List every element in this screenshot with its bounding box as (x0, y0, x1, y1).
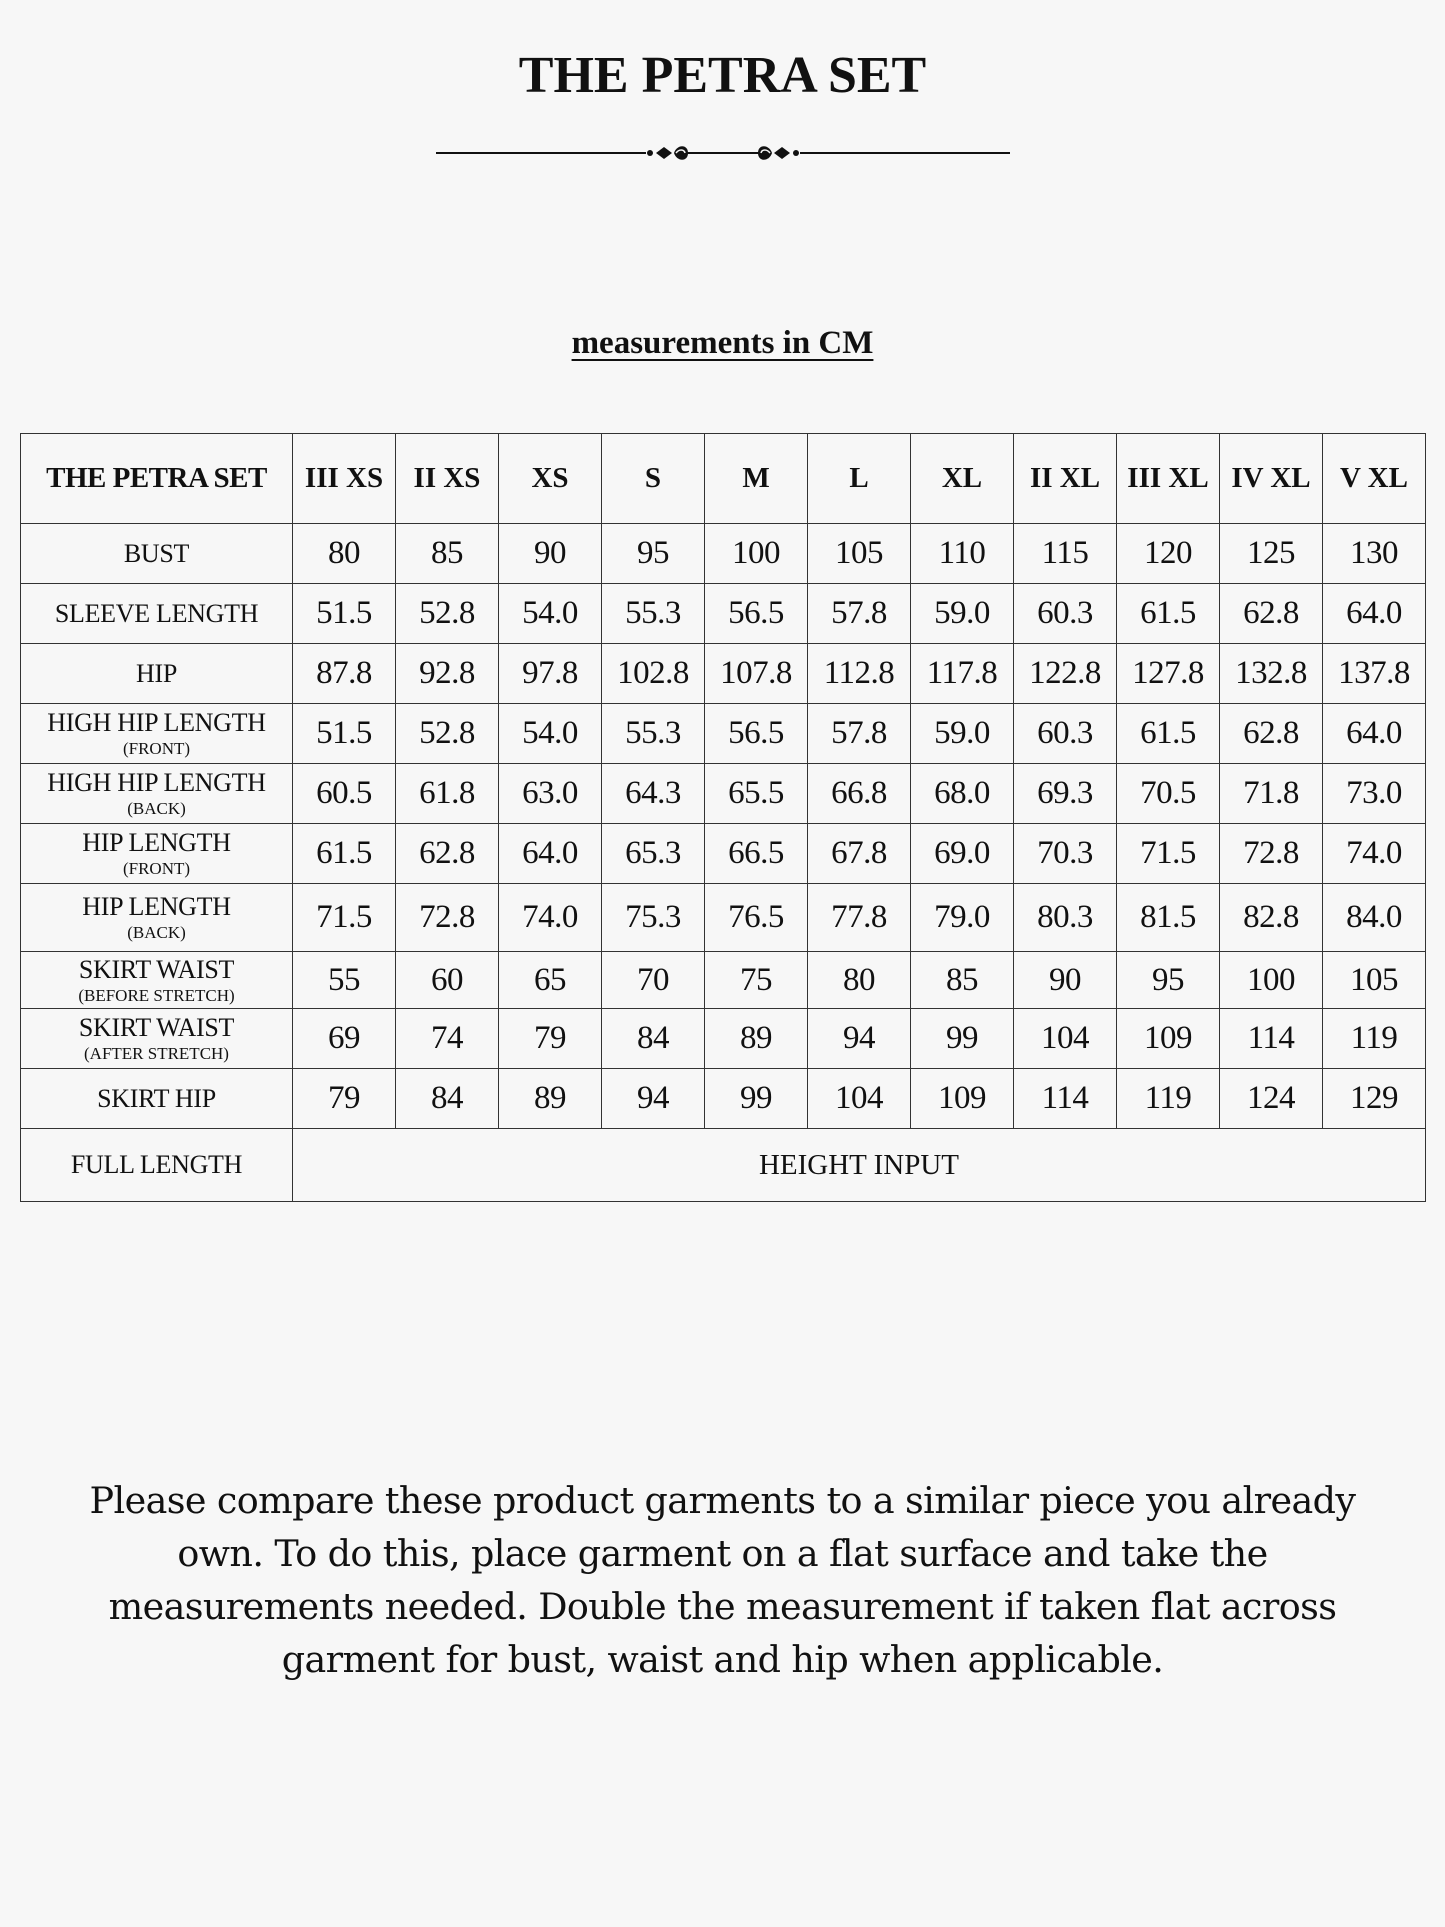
size-header-cell: IV XL (1220, 434, 1323, 524)
measurement-cell: 90 (1014, 952, 1117, 1009)
measurement-cell: 109 (911, 1069, 1014, 1129)
size-header-cell: XS (499, 434, 602, 524)
measurement-cell: 54.0 (499, 704, 602, 764)
measurement-cell: 92.8 (396, 644, 499, 704)
measurement-cell: 70 (602, 952, 705, 1009)
measurement-cell: 104 (1014, 1009, 1117, 1069)
measurement-cell: 112.8 (808, 644, 911, 704)
size-chart-body (21, 524, 1426, 1202)
size-header-cell: V XL (1323, 434, 1426, 524)
measurement-cell: 66.8 (808, 764, 911, 824)
measurement-cell: 56.5 (705, 704, 808, 764)
ornament-divider-icon (436, 138, 1010, 168)
measurement-cell: 65.3 (602, 824, 705, 884)
row-label-sub: (AFTER STRETCH) (84, 1044, 229, 1063)
measurement-cell: 52.8 (396, 704, 499, 764)
measurement-cell: 117.8 (911, 644, 1014, 704)
size-header-cell: III XS (293, 434, 396, 524)
measurement-cell: 127.8 (1117, 644, 1220, 704)
row-label (21, 952, 293, 1009)
measurement-cell: 52.8 (396, 584, 499, 644)
measurement-row (21, 1009, 1426, 1069)
measurement-cell: 62.8 (1220, 584, 1323, 644)
size-header-row (21, 434, 1426, 524)
measurement-cell: 105 (808, 524, 911, 584)
units-label: measurements in CM (571, 325, 874, 361)
measurement-cell: 97.8 (499, 644, 602, 704)
measurement-cell: 71.5 (293, 884, 396, 952)
measurement-cell: 63.0 (499, 764, 602, 824)
row-label (21, 1009, 293, 1069)
measurement-cell: 119 (1117, 1069, 1220, 1129)
measurement-cell: 114 (1220, 1009, 1323, 1069)
measurement-cell: 70.3 (1014, 824, 1117, 884)
measurement-cell: 89 (499, 1069, 602, 1129)
measurement-cell: 71.8 (1220, 764, 1323, 824)
measurement-cell: 114 (1014, 1069, 1117, 1129)
full-length-row (21, 1129, 1426, 1202)
measurement-cell: 69 (293, 1009, 396, 1069)
row-label (21, 764, 293, 824)
measurement-cell: 102.8 (602, 644, 705, 704)
size-header-cell: S (602, 434, 705, 524)
row-label (21, 884, 293, 952)
row-label-sub: (FRONT) (122, 859, 191, 878)
measurement-cell: 62.8 (1220, 704, 1323, 764)
measurement-cell: 100 (1220, 952, 1323, 1009)
measurement-cell: 72.8 (1220, 824, 1323, 884)
measurement-cell: 74.0 (1323, 824, 1426, 884)
measurement-cell: 124 (1220, 1069, 1323, 1129)
measurement-cell: 59.0 (911, 584, 1014, 644)
measurement-cell: 119 (1323, 1009, 1426, 1069)
measurement-cell: 110 (911, 524, 1014, 584)
measurement-cell: 80 (808, 952, 911, 1009)
measurement-cell: 55.3 (602, 704, 705, 764)
measurement-cell: 61.5 (1117, 584, 1220, 644)
measurement-row (21, 884, 1426, 952)
measurement-row (21, 584, 1426, 644)
measurement-cell: 122.8 (1014, 644, 1117, 704)
size-header-cell: M (705, 434, 808, 524)
size-header-cell: II XS (396, 434, 499, 524)
measurement-cell: 84 (396, 1069, 499, 1129)
measurement-cell: 109 (1117, 1009, 1220, 1069)
measurement-cell: 60 (396, 952, 499, 1009)
height-input-cell: HEIGHT INPUT (293, 1129, 1426, 1202)
measurement-cell: 115 (1014, 524, 1117, 584)
measurement-cell: 81.5 (1117, 884, 1220, 952)
measurement-cell: 66.5 (705, 824, 808, 884)
measurement-cell: 105 (1323, 952, 1426, 1009)
measurement-cell: 54.0 (499, 584, 602, 644)
measurement-cell: 74.0 (499, 884, 602, 952)
measurement-cell: 51.5 (293, 704, 396, 764)
row-label (21, 704, 293, 764)
measurement-cell: 56.5 (705, 584, 808, 644)
measurement-cell: 94 (602, 1069, 705, 1129)
measurement-cell: 55.3 (602, 584, 705, 644)
measurement-row (21, 952, 1426, 1009)
measurement-cell: 51.5 (293, 584, 396, 644)
size-header-cell: II XL (1014, 434, 1117, 524)
row-label-text: SKIRT WAIST (78, 954, 235, 984)
row-label-sub: (BACK) (127, 923, 186, 942)
measurement-cell: 79.0 (911, 884, 1014, 952)
row-label-text: SLEEVE LENGTH (54, 598, 259, 628)
row-label (21, 584, 293, 644)
measurement-cell: 99 (705, 1069, 808, 1129)
measurement-cell: 104 (808, 1069, 911, 1129)
measurement-cell: 73.0 (1323, 764, 1426, 824)
measurement-cell: 67.8 (808, 824, 911, 884)
measurement-cell: 84 (602, 1009, 705, 1069)
size-header-cell: L (808, 434, 911, 524)
measurement-cell: 65 (499, 952, 602, 1009)
measurement-row (21, 1069, 1426, 1129)
row-label (21, 524, 293, 584)
row-label-text: SKIRT HIP (97, 1083, 216, 1113)
measurement-cell: 80.3 (1014, 884, 1117, 952)
measurement-row (21, 704, 1426, 764)
measurement-cell: 90 (499, 524, 602, 584)
measurement-cell: 120 (1117, 524, 1220, 584)
size-header-cell: III XL (1117, 434, 1220, 524)
measurement-cell: 129 (1323, 1069, 1426, 1129)
row-label (21, 644, 293, 704)
measurement-cell: 61.5 (1117, 704, 1220, 764)
row-label-sub: (BACK) (127, 799, 186, 818)
measurement-cell: 94 (808, 1009, 911, 1069)
measurement-cell: 62.8 (396, 824, 499, 884)
measurement-cell: 130 (1323, 524, 1426, 584)
measurement-cell: 80 (293, 524, 396, 584)
measurement-cell: 68.0 (911, 764, 1014, 824)
measurement-cell: 60.3 (1014, 584, 1117, 644)
measurement-cell: 79 (293, 1069, 396, 1129)
measurement-cell: 60.5 (293, 764, 396, 824)
measurement-cell: 61.5 (293, 824, 396, 884)
measurement-cell: 84.0 (1323, 884, 1426, 952)
page-title: THE PETRA SET (518, 47, 927, 104)
measurement-cell: 60.3 (1014, 704, 1117, 764)
measurement-cell: 87.8 (293, 644, 396, 704)
corner-header: THE PETRA SET (21, 434, 293, 524)
measurement-row (21, 644, 1426, 704)
row-label-text: HIP LENGTH (82, 828, 231, 857)
row-label-text: SKIRT WAIST (78, 1013, 235, 1042)
measurement-row (21, 764, 1426, 824)
measurement-cell: 70.5 (1117, 764, 1220, 824)
measurement-cell: 69.3 (1014, 764, 1117, 824)
measurement-cell: 79 (499, 1009, 602, 1069)
measurement-cell: 57.8 (808, 584, 911, 644)
measurement-cell: 64.3 (602, 764, 705, 824)
measurement-cell: 132.8 (1220, 644, 1323, 704)
row-label-text: HIP (136, 658, 177, 688)
measurement-cell: 55 (293, 952, 396, 1009)
measurement-cell: 82.8 (1220, 884, 1323, 952)
measurement-cell: 71.5 (1117, 824, 1220, 884)
measurement-cell: 95 (602, 524, 705, 584)
row-label (21, 824, 293, 884)
measurement-cell: 85 (911, 952, 1014, 1009)
measurement-cell: 89 (705, 1009, 808, 1069)
row-label: FULL LENGTH (21, 1129, 293, 1202)
measurement-cell: 59.0 (911, 704, 1014, 764)
measurement-cell: 125 (1220, 524, 1323, 584)
row-label-text: HIGH HIP LENGTH (47, 708, 266, 737)
measurement-cell: 69.0 (911, 824, 1014, 884)
row-label (21, 1069, 293, 1129)
measurement-row (21, 524, 1426, 584)
measurement-cell: 75 (705, 952, 808, 1009)
measurement-cell: 85 (396, 524, 499, 584)
measurement-row (21, 824, 1426, 884)
row-label-text: BUST (123, 538, 190, 568)
measurement-cell: 72.8 (396, 884, 499, 952)
measurement-cell: 76.5 (705, 884, 808, 952)
measurement-cell: 64.0 (1323, 584, 1426, 644)
measurement-cell: 74 (396, 1009, 499, 1069)
measurement-cell: 57.8 (808, 704, 911, 764)
measurement-cell: 61.8 (396, 764, 499, 824)
measurement-cell: 75.3 (602, 884, 705, 952)
row-label-text: HIP LENGTH (82, 892, 231, 921)
measurement-note: Please compare these product garments to a similar piece you already own. To do this, place garment on a flat surface and take the measurements needed. Double the measurement if taken flat across garment for bust, waist and hip when applicable. (89, 1479, 1356, 1681)
measurement-cell: 65.5 (705, 764, 808, 824)
row-label-sub: (FRONT) (122, 739, 191, 758)
size-header-cell: XL (911, 434, 1014, 524)
measurement-cell: 137.8 (1323, 644, 1426, 704)
measurement-cell: 107.8 (705, 644, 808, 704)
size-chart-table (20, 433, 1426, 1202)
measurement-cell: 95 (1117, 952, 1220, 1009)
measurement-cell: 99 (911, 1009, 1014, 1069)
measurement-cell: 100 (705, 524, 808, 584)
measurement-cell: 64.0 (499, 824, 602, 884)
row-label-text: HIGH HIP LENGTH (47, 768, 266, 797)
measurement-cell: 77.8 (808, 884, 911, 952)
measurement-cell: 64.0 (1323, 704, 1426, 764)
row-label-sub: (BEFORE STRETCH) (78, 985, 235, 1005)
